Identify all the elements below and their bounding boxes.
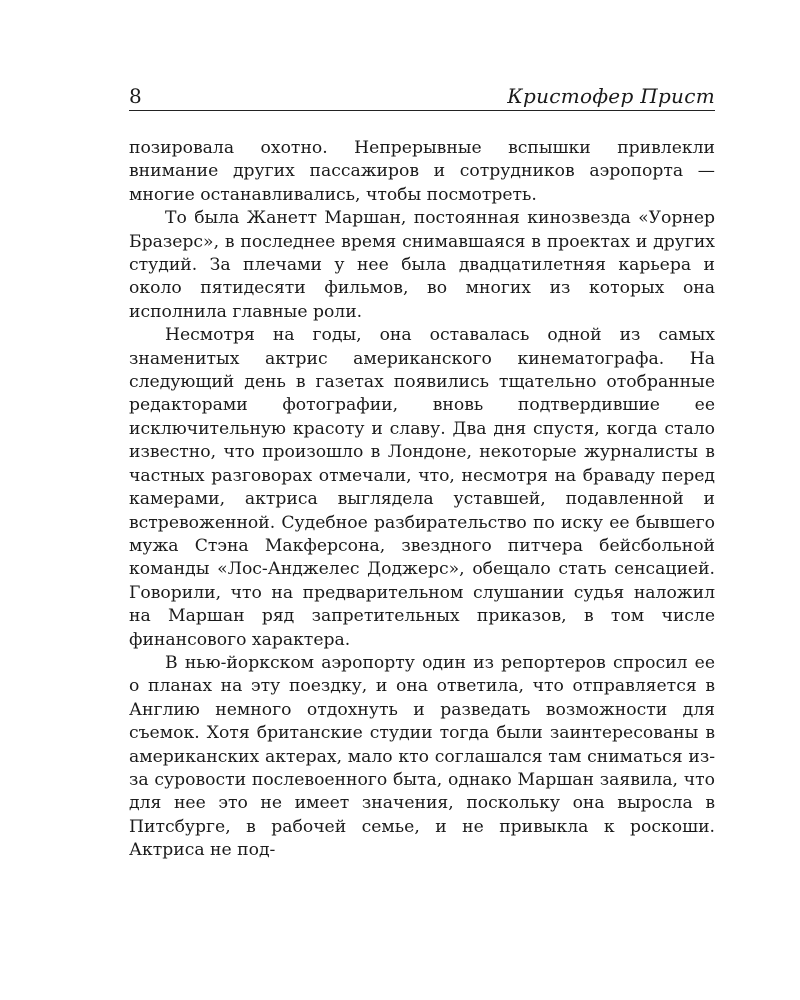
- paragraph: То была Жанетт Маршан, постоянная кинозвезда «Уорнер Бразерс», в последнее время снимавшаяся в проектах и других студий. За плечами у нее была двадцатилетняя карьера и около пятидесяти фильмов, во многих из которых она исполнила главные роли.: [129, 208, 715, 322]
- body-text: [129, 137, 715, 863]
- paragraph: В нью-йоркском аэропорту один из репортеров спросил ее о планах на эту поездку, и она ответила, что отправляется в Англию немного отдохнуть и разведать возможности для съемок. Хотя британские студии тогда были заинтересованы в американских актерах, мало кто соглашался там сниматься из-за суровости послевоенного быта, однако Маршан заявила, что для нее это не имеет значения, поскольку она выросла в Питсбурге, в рабочей семье, и не привыкла к роскоши. Актриса не под-: [129, 652, 715, 861]
- page-number: 8: [129, 84, 142, 108]
- paragraph: Несмотря на годы, она оставалась одной из самых знаменитых актрис американского кинематографа. На следующий день в газетах появились тщательно отобранные редакторами фотографии, вновь подтвердившие ее исключительную красоту и славу. Два дня спустя, когда стало известно, что произошло в Лондоне, некоторые журналисты в частных разговорах отмечали, что, несмотря на браваду перед камерами, актриса выглядела уставшей, подавленной и встревоженной. Судебное разбирательство по иску ее бывшего мужа Стэна Макферсона, звездного питчера бейсбольной команды «Лос-Анджелес Доджерс», обещало стать сенсацией. Говорили, что на предварительном слушании судья наложил на Маршан ряд запретительных приказов, в том числе финансового характера.: [129, 325, 715, 650]
- book-page: [129, 80, 715, 863]
- page-header: [129, 80, 715, 111]
- running-head-author: Кристофер Прист: [507, 84, 715, 108]
- paragraph-continuation: позировала охотно. Непрерывные вспышки привлекли внимание других пассажиров и сотрудников аэропорта — многие останавливались, чтобы посмотреть.: [129, 138, 715, 205]
